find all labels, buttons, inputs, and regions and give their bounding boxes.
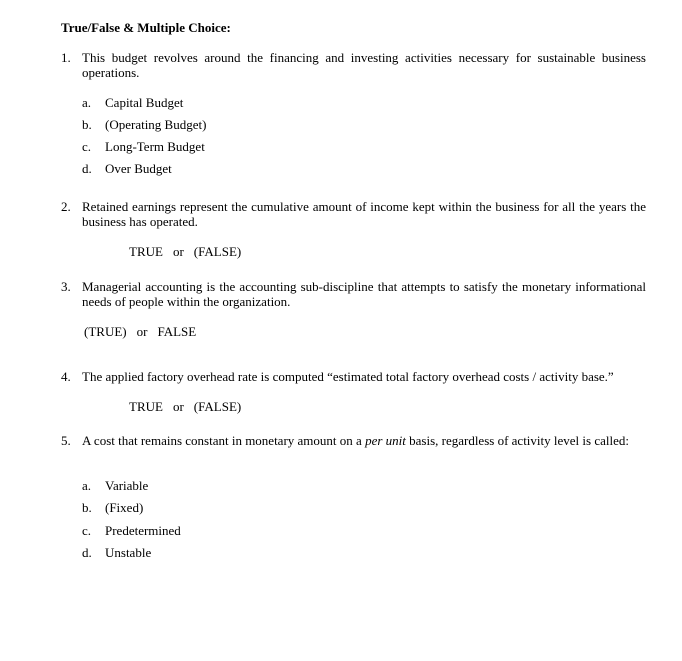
false-label: (FALSE) xyxy=(193,244,242,259)
option-b xyxy=(82,500,143,515)
question-number: 3. xyxy=(61,279,71,294)
question-number: 4. xyxy=(61,369,71,384)
false-label: FALSE xyxy=(157,324,197,339)
question-text-part: A cost that remains constant in monetary amount on a xyxy=(82,433,366,448)
question-text: Retained earnings represent the cumulative amount of income kept within the business for all the years the business has operated. xyxy=(82,199,646,229)
question-text: Managerial accounting is the accounting sub-discipline that attempts to satisfy the monetary informational needs of people within the organization. xyxy=(82,279,646,309)
question-number: 5. xyxy=(61,433,71,448)
question-text: This budget revolves around the financing and investing activities necessary for sustainable business operations. xyxy=(82,50,646,80)
option-text: Unstable xyxy=(105,545,152,560)
option-letter: c. xyxy=(82,523,92,538)
option-letter: d. xyxy=(82,545,92,560)
option-text: Long-Term Budget xyxy=(105,139,205,154)
option-letter: b. xyxy=(82,500,92,515)
true-label: TRUE xyxy=(129,244,163,259)
question-text xyxy=(82,433,646,448)
question-3-answer xyxy=(84,324,196,339)
option-b xyxy=(82,117,206,132)
question-4 xyxy=(61,369,646,384)
true-label: (TRUE) xyxy=(84,324,127,339)
option-d xyxy=(82,545,151,560)
option-text: (Fixed) xyxy=(105,500,144,515)
option-a xyxy=(82,478,148,493)
option-text: (Operating Budget) xyxy=(105,117,207,132)
option-a xyxy=(82,95,183,110)
option-letter: d. xyxy=(82,161,92,176)
option-text: Predetermined xyxy=(105,523,181,538)
question-4-answer xyxy=(129,399,241,414)
option-letter: a. xyxy=(82,478,92,493)
option-text: Over Budget xyxy=(105,161,172,176)
option-letter: c. xyxy=(82,139,92,154)
question-5 xyxy=(61,433,646,448)
option-c xyxy=(82,523,181,538)
true-label: TRUE xyxy=(129,399,163,414)
question-3 xyxy=(61,279,646,309)
question-2 xyxy=(61,199,646,229)
option-text: Variable xyxy=(105,478,149,493)
section-heading: True/False & Multiple Choice: xyxy=(61,20,231,35)
question-2-answer xyxy=(129,244,241,259)
question-text: The applied factory overhead rate is computed “estimated total factory overhead costs / activity base.” xyxy=(82,369,614,384)
question-number: 2. xyxy=(61,199,71,214)
or-label: or xyxy=(172,399,184,414)
false-label: (FALSE) xyxy=(193,399,242,414)
or-label: or xyxy=(136,324,148,339)
option-letter: b. xyxy=(82,117,92,132)
option-text: Capital Budget xyxy=(105,95,184,110)
or-label: or xyxy=(172,244,184,259)
option-d xyxy=(82,161,172,176)
question-text-part: basis, regardless of activity level is called: xyxy=(405,433,629,448)
question-1 xyxy=(61,50,646,80)
option-letter: a. xyxy=(82,95,92,110)
option-c xyxy=(82,139,205,154)
question-number: 1. xyxy=(61,50,71,65)
question-text-italic: per unit xyxy=(365,433,406,448)
